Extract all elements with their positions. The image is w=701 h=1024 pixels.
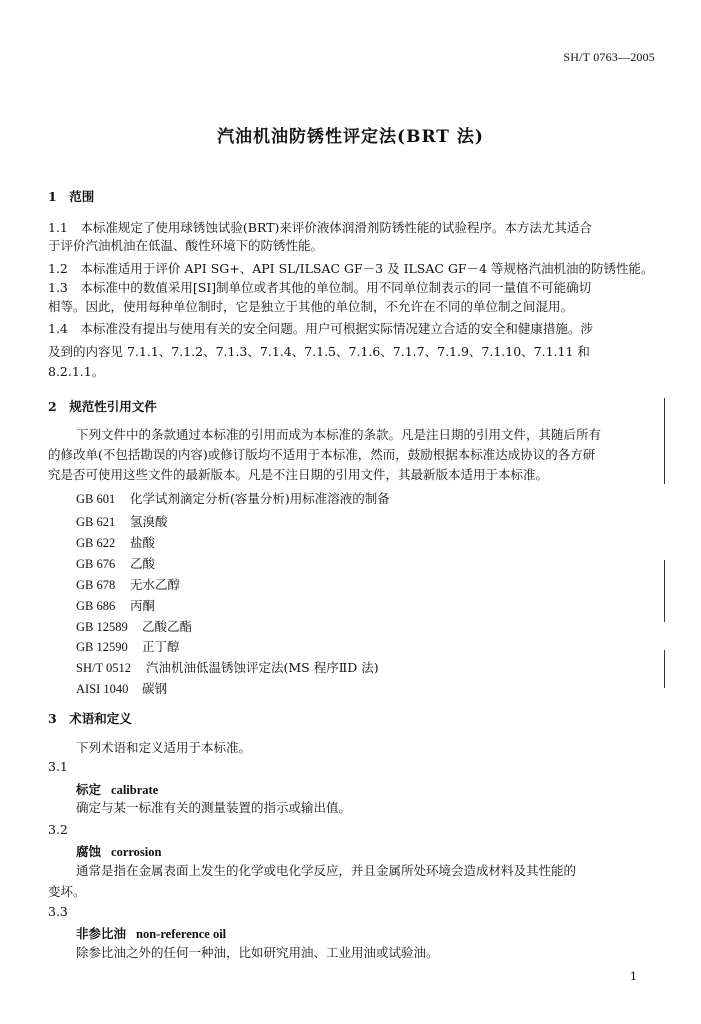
ref-code: GB 676 — [76, 557, 116, 571]
s1-line: 1.3 本标准中的数值采用[SI]制单位或者其他的单位制。用不同单位制表示的同一量值不可能确切 — [48, 280, 592, 295]
scan-edge-line — [664, 560, 665, 622]
ref-name: 盐酸 — [130, 535, 156, 550]
term-heading — [76, 780, 158, 798]
term-heading — [76, 924, 226, 942]
term-en: calibrate — [111, 783, 159, 797]
reference-item — [76, 658, 379, 676]
ref-name: 丙酮 — [130, 598, 156, 613]
ref-code: GB 12590 — [76, 640, 128, 654]
ref-name: 碳钢 — [142, 681, 168, 696]
reference-item — [76, 489, 390, 507]
ref-code: SH/T 0512 — [76, 661, 131, 675]
ref-name: 正丁醇 — [142, 639, 180, 654]
ref-code: GB 12589 — [76, 620, 128, 634]
ref-name: 氢溴酸 — [130, 514, 168, 529]
s2-intro-line: 的修改单(不包括勘误的内容)或修订版均不适用于本标准，然而，鼓励根据本标准达成协议的各方研 — [48, 447, 596, 462]
ref-code: GB 621 — [76, 515, 116, 529]
s1-line: 8.2.1.1。 — [48, 364, 105, 379]
term-heading — [76, 842, 161, 860]
term-zh: 非参比油 — [76, 926, 127, 941]
s2-intro-line: 究是否可使用这些文件的最新版本。凡是不注日期的引用文件，其最新版本适用于本标准。 — [48, 467, 549, 482]
s2-intro-line: 下列文件中的条款通过本标准的引用而成为本标准的条款。凡是注日期的引用文件，其随后所有 — [76, 427, 602, 442]
term-number: 3.1 — [48, 759, 68, 774]
standard-code: SH/T 0763—2005 — [563, 50, 655, 64]
ref-name: 无水乙醇 — [130, 577, 181, 592]
term-definition: 通常是指在金属表面上发生的化学或电化学反应，并且金属所处环境会造成材料及其性能的 — [76, 863, 577, 878]
ref-code: AISI 1040 — [76, 682, 129, 696]
s3-intro: 下列术语和定义适用于本标准。 — [76, 740, 252, 755]
scan-edge-line — [664, 398, 665, 484]
reference-item — [76, 554, 155, 572]
reference-item — [76, 596, 155, 614]
page-number: 1 — [630, 970, 637, 983]
reference-item — [76, 575, 180, 593]
term-en: non-reference oil — [136, 927, 227, 941]
s1-line: 相等。因此，使用每种单位制时，它是独立于其他的单位制，不允许在不同的单位制之间混用。 — [48, 299, 574, 314]
term-definition: 变坏。 — [48, 884, 86, 899]
s1-line: 1.4 本标准没有提出与使用有关的安全问题。用户可根据实际情况建立合适的安全和健康措施。涉 — [48, 321, 593, 336]
ref-name: 汽油机油低温锈蚀评定法(MS 程序ⅡD 法) — [146, 660, 379, 675]
ref-code: GB 622 — [76, 536, 116, 550]
s1-line: 于评价汽油机油在低温、酸性环境下的防锈性能。 — [48, 238, 324, 253]
section-2-heading: 2 规范性引用文件 — [48, 399, 157, 414]
term-zh: 标定 — [76, 782, 102, 797]
term-number: 3.3 — [48, 904, 68, 919]
term-zh: 腐蚀 — [76, 844, 102, 859]
scan-edge-line — [664, 650, 665, 688]
reference-item — [76, 512, 168, 530]
s1-line: 及到的内容见 7.1.1、7.1.2、7.1.3、7.1.4、7.1.5、7.1.6、7.1.7、7.1.9、7.1.10、7.1.11 和 — [48, 344, 590, 359]
page-title: 汽油机油防锈性评定法(BRT 法) — [217, 127, 484, 147]
term-en: corrosion — [111, 845, 162, 859]
section-3-heading: 3 术语和定义 — [48, 711, 132, 726]
section-1-heading: 1 范围 — [48, 189, 95, 204]
ref-code: GB 601 — [76, 492, 116, 506]
s1-line: 1.2 本标准适用于评价 API SG+、API SL/ILSAC GF－3 及 ILSAC GF－4 等规格汽油机油的防锈性能。 — [48, 261, 654, 276]
reference-item — [76, 679, 167, 697]
s1-line: 1.1 本标准规定了使用球锈蚀试验(BRT)来评价液体润滑剂防锈性能的试验程序。本方法尤其适合 — [48, 220, 592, 235]
ref-name: 乙酸 — [130, 556, 156, 571]
ref-name: 化学试剂滴定分析(容量分析)用标准溶液的制备 — [130, 491, 390, 506]
reference-item — [76, 637, 180, 655]
ref-name: 乙酸乙酯 — [142, 619, 193, 634]
reference-item — [76, 533, 155, 551]
term-definition: 除参比油之外的任何一种油，比如研究用油、工业用油或试验油。 — [76, 945, 439, 960]
term-number: 3.2 — [48, 822, 68, 837]
term-definition: 确定与某一标准有关的测量装置的指示或输出值。 — [76, 800, 352, 815]
reference-item — [76, 617, 192, 635]
ref-code: GB 686 — [76, 599, 116, 613]
ref-code: GB 678 — [76, 578, 116, 592]
